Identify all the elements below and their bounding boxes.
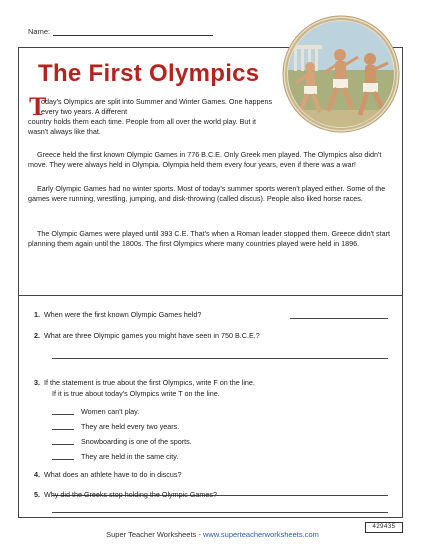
question-3-line-2: If it is true about today's Olympics write T on the line. — [52, 389, 220, 398]
question-text: When were the first known Olympic Games held? — [44, 310, 202, 319]
question-text: What are three Olympic games you might have seen in 750 B.C.E.? — [44, 331, 260, 340]
question-text: Why did the Greeks stop holding the Olympic Games? — [44, 490, 217, 499]
passage-paragraph-2: Greece held the first known Olympic Games in 776 B.C.E. Only Greek men played. The Olympics also didn't move. They were always held in Olympia. Olympia held them every four years, even if there was a war! — [28, 150, 382, 170]
question-2 — [34, 331, 260, 340]
question-number: 5. — [34, 490, 40, 499]
tf-blank-1[interactable] — [52, 414, 74, 415]
question-4 — [34, 470, 181, 479]
footer — [0, 530, 425, 539]
passage-paragraph-1-end: country holds them each time. People from all over the world play. But it wasn't always like that. — [28, 117, 256, 137]
passage-paragraph-3: Early Olympic Games had no winter sports. Most of today's summer sports weren't played either. Some of the games were running, wrestling, jumping, and disk-throwing (called discus). People also liked horse races. — [28, 184, 386, 204]
page-title: The First Olympics — [38, 60, 260, 87]
tf-statement-2: They are held every two years. — [81, 422, 180, 431]
tf-statement-3: Snowboarding is one of the sports. — [81, 437, 192, 446]
question-text: If the statement is true about the first Olympics, write F on the line. — [44, 378, 255, 387]
footer-separator: - — [196, 530, 203, 539]
drop-cap: T — [29, 92, 47, 121]
question-5 — [34, 490, 217, 499]
question-number: 3. — [34, 378, 40, 387]
tf-blank-3[interactable] — [52, 444, 74, 445]
tf-statement-1: Women can't play. — [81, 407, 140, 416]
question-number: 2. — [34, 331, 40, 340]
greek-runners-illustration — [282, 15, 400, 133]
question-1 — [34, 310, 201, 319]
section-divider — [18, 295, 403, 296]
answer-line-1[interactable] — [290, 318, 388, 319]
name-label: Name: — [28, 27, 51, 36]
passage-paragraph-4: The Olympic Games were played until 393 C.E. That's when a Roman leader stopped them. Greece didn't start planning them again until the 1800s. The first Olympics where many countries played were held in 1896. — [28, 229, 390, 249]
answer-line-5[interactable] — [52, 512, 388, 513]
tf-blank-4[interactable] — [52, 459, 74, 460]
tf-blank-2[interactable] — [52, 429, 74, 430]
question-text: What does an athlete have to do in discus? — [44, 470, 182, 479]
footer-link[interactable]: www.superteacherworksheets.com — [202, 530, 319, 539]
tf-statement-4: They are held in the same city. — [81, 452, 179, 461]
name-field-line[interactable] — [53, 35, 213, 36]
worksheet-code: 429435 — [365, 522, 403, 533]
passage-paragraph-1-start: oday's Olympics are split into Summer and Winter Games. One happens every two years. A different — [41, 97, 273, 117]
question-number: 4. — [34, 470, 40, 479]
answer-line-2[interactable] — [52, 358, 388, 359]
question-3 — [34, 378, 255, 387]
footer-brand: Super Teacher Worksheets — [106, 530, 197, 539]
question-number: 1. — [34, 310, 40, 319]
